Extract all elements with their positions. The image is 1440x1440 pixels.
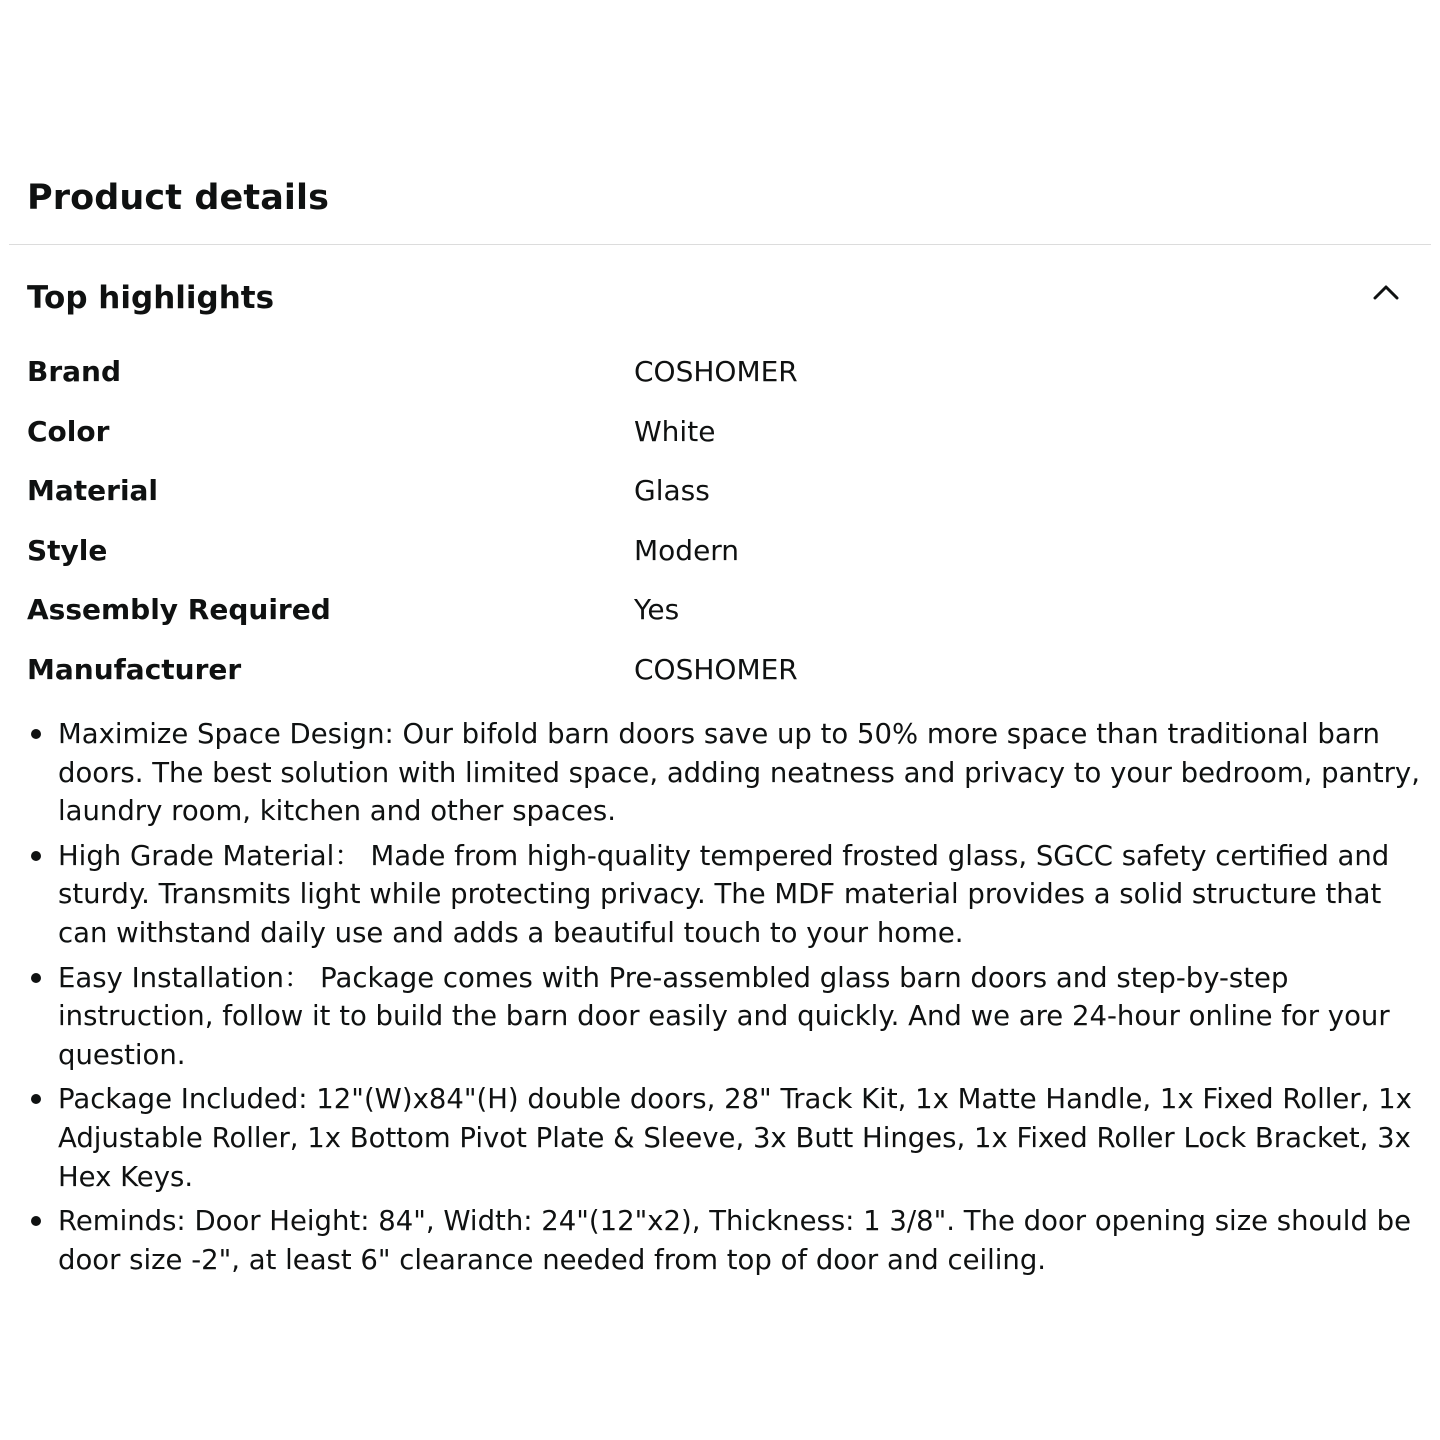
- section-divider: [9, 244, 1431, 245]
- chevron-up-icon-graphic: [1371, 277, 1401, 307]
- attribute-label: Style: [27, 533, 108, 567]
- highlights-bullet-list: [0, 715, 1440, 1285]
- attribute-value: White: [634, 414, 716, 448]
- top-highlights-header[interactable]: [27, 270, 1413, 326]
- attribute-row-brand: [27, 342, 1413, 402]
- attributes-table: [27, 342, 1413, 699]
- bullet-icon: [31, 729, 41, 739]
- bullet-text: Easy Installation： Package comes with Pre-assembled glass barn doors and step-by-step instruction, follow it to build the barn door easily and quickly. And we are 24-hour online for your question.: [58, 961, 1390, 1071]
- attribute-value: Glass: [634, 474, 710, 508]
- bullet-icon: [31, 973, 41, 983]
- page-title: Product details: [27, 178, 330, 218]
- attribute-value: Yes: [634, 593, 680, 627]
- attribute-row-manufacturer: [27, 640, 1413, 700]
- bullet-text: Reminds: Door Height: 84", Width: 24"(12"x2), Thickness: 1 3/8". The door opening size should be door size -2", at least 6" clearance needed from top of door and ceiling.: [58, 1205, 1412, 1276]
- bullet-item: [0, 959, 1440, 1075]
- bullet-icon: [31, 1216, 41, 1226]
- attribute-value: COSHOMER: [634, 652, 798, 686]
- bullet-icon: [31, 1094, 41, 1104]
- bullet-item: [0, 1080, 1440, 1196]
- attribute-value: COSHOMER: [634, 355, 798, 389]
- attribute-label: Material: [27, 474, 159, 508]
- bullet-icon: [31, 851, 41, 861]
- attribute-row-color: [27, 402, 1413, 462]
- bullet-item: [0, 837, 1440, 953]
- attribute-value: Modern: [634, 533, 740, 567]
- chevron-up-icon[interactable]: [1369, 275, 1403, 309]
- attribute-label: Manufacturer: [27, 652, 242, 686]
- section-title: Top highlights: [27, 280, 275, 316]
- attribute-row-style: [27, 521, 1413, 581]
- attribute-label: Assembly Required: [27, 593, 331, 627]
- attribute-label: Color: [27, 414, 110, 448]
- bullet-text: Maximize Space Design: Our bifold barn doors save up to 50% more space than traditional barn doors. The best solution with limited space, adding neatness and privacy to your bedroom, pantry, laundry room, kitchen and other spaces.: [58, 718, 1420, 828]
- bullet-item: [0, 1202, 1440, 1279]
- bullet-text: Package Included: 12"(W)x84"(H) double doors, 28" Track Kit, 1x Matte Handle, 1x Fixed Roller, 1x Adjustable Roller, 1x Bottom Pivot Plate & Sleeve, 3x Butt Hinges, 1x Fixed Roller Lock Bracket, 3x Hex Keys.: [58, 1083, 1412, 1193]
- attribute-row-assembly-required: [27, 580, 1413, 640]
- attribute-row-material: [27, 461, 1413, 521]
- bullet-item: [0, 715, 1440, 831]
- attribute-label: Brand: [27, 355, 122, 389]
- bullet-text: High Grade Material： Made from high-quality tempered frosted glass, SGCC safety certified and sturdy. Transmits light while protecting privacy. The MDF material provides a solid structure that can withstand daily use and adds a beautiful touch to your home.: [58, 839, 1390, 949]
